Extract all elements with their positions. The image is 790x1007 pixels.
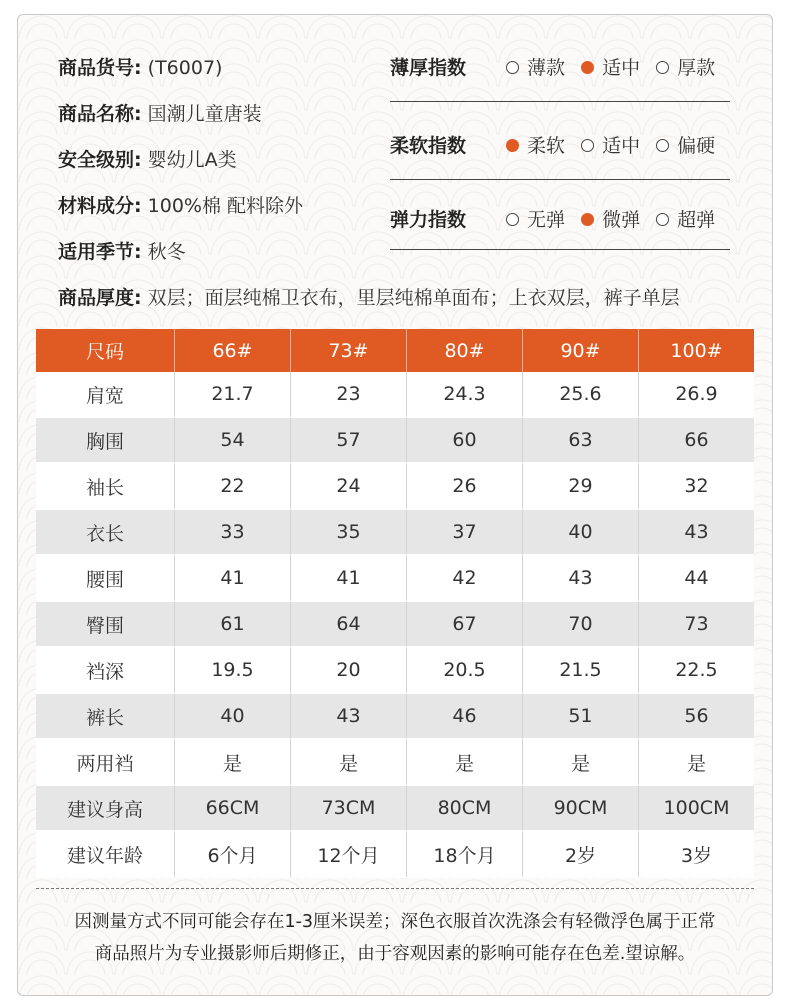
- name-label: 商品名称:: [58, 103, 142, 125]
- index-label: 弹力指数: [390, 209, 467, 231]
- table-cell: 73: [638, 602, 754, 648]
- divider: [390, 179, 730, 180]
- table-cell: 56: [638, 694, 754, 740]
- table-row: [36, 556, 754, 602]
- table-row: [36, 510, 754, 556]
- sku-row: [58, 53, 222, 80]
- table-cell: 29: [522, 464, 638, 510]
- row-label-cell: 臀围: [36, 602, 174, 648]
- table-cell: 73CM: [290, 786, 406, 832]
- index-option: 厚款: [656, 53, 715, 80]
- size-table-body: [36, 372, 754, 878]
- table-cell: 35: [290, 510, 406, 556]
- index-option: 适中: [581, 131, 640, 158]
- row-label-cell: 肩宽: [36, 372, 174, 418]
- divider: [390, 101, 730, 102]
- table-cell: 63: [522, 418, 638, 464]
- table-cell: 66: [638, 418, 754, 464]
- header-cell: 100#: [638, 329, 754, 372]
- row-label-cell: 两用裆: [36, 740, 174, 786]
- index-thickness: [390, 53, 750, 80]
- radio-icon: [506, 213, 519, 226]
- divider: [390, 249, 730, 250]
- table-row: [36, 832, 754, 878]
- radio-icon: [506, 61, 519, 74]
- table-row: [36, 648, 754, 694]
- sku-value: (T6007): [147, 57, 223, 79]
- table-row: [36, 740, 754, 786]
- table-cell: 40: [174, 694, 290, 740]
- table-cell: 41: [290, 556, 406, 602]
- table-cell: 40: [522, 510, 638, 556]
- table-cell: 22: [174, 464, 290, 510]
- table-cell: 是: [522, 740, 638, 786]
- table-cell: 23: [290, 372, 406, 418]
- season-label: 适用季节:: [58, 241, 142, 263]
- table-cell: 是: [638, 740, 754, 786]
- thickness-row: [58, 283, 680, 310]
- radio-icon: [656, 213, 669, 226]
- row-label-cell: 衣长: [36, 510, 174, 556]
- season-value: 秋冬: [147, 241, 186, 263]
- header-cell: 90#: [522, 329, 638, 372]
- table-row: [36, 372, 754, 418]
- thickness-value: 双层；面层纯棉卫衣布，里层纯棉单面布；上衣双层，裤子单层: [147, 287, 680, 309]
- dashed-divider: [36, 888, 754, 889]
- table-cell: 37: [406, 510, 522, 556]
- radio-icon: [656, 61, 669, 74]
- row-label-cell: 建议年龄: [36, 832, 174, 878]
- row-label-cell: 袖长: [36, 464, 174, 510]
- table-cell: 24: [290, 464, 406, 510]
- table-cell: 2岁: [522, 832, 638, 878]
- table-cell: 20: [290, 648, 406, 694]
- table-cell: 25.6: [522, 372, 638, 418]
- table-cell: 24.3: [406, 372, 522, 418]
- table-cell: 26.9: [638, 372, 754, 418]
- table-cell: 21.7: [174, 372, 290, 418]
- index-label: 柔软指数: [390, 135, 467, 157]
- name-value: 国潮儿童唐装: [147, 103, 262, 125]
- material-label: 材料成分:: [58, 195, 142, 217]
- table-cell: 51: [522, 694, 638, 740]
- table-cell: 32: [638, 464, 754, 510]
- table-cell: 57: [290, 418, 406, 464]
- table-cell: 41: [174, 556, 290, 602]
- index-option: 偏硬: [656, 131, 715, 158]
- season-row: [58, 237, 186, 264]
- material-value: 100%棉 配料除外: [147, 195, 304, 217]
- table-cell: 19.5: [174, 648, 290, 694]
- radio-selected-icon: [581, 213, 594, 226]
- table-cell: 54: [174, 418, 290, 464]
- row-label-cell: 裆深: [36, 648, 174, 694]
- table-cell: 26: [406, 464, 522, 510]
- row-label-cell: 腰围: [36, 556, 174, 602]
- table-row: [36, 602, 754, 648]
- table-cell: 12个月: [290, 832, 406, 878]
- table-cell: 43: [522, 556, 638, 602]
- index-option: 薄款: [506, 53, 565, 80]
- header-cell: 73#: [290, 329, 406, 372]
- table-cell: 64: [290, 602, 406, 648]
- table-cell: 42: [406, 556, 522, 602]
- table-cell: 67: [406, 602, 522, 648]
- table-row: [36, 464, 754, 510]
- table-cell: 是: [406, 740, 522, 786]
- note-line-1: 因测量方式不同可能会存在1-3厘米误差；深色衣服首次洗涤会有轻微浮色属于正常: [74, 912, 716, 932]
- name-row: [58, 99, 262, 126]
- index-option: 无弹: [506, 205, 565, 232]
- header-cell: 80#: [406, 329, 522, 372]
- table-cell: 60: [406, 418, 522, 464]
- radio-selected-icon: [506, 139, 519, 152]
- index-option: 柔软: [506, 131, 565, 158]
- table-cell: 46: [406, 694, 522, 740]
- header-cell: 尺码: [36, 329, 174, 372]
- table-cell: 18个月: [406, 832, 522, 878]
- table-cell: 44: [638, 556, 754, 602]
- table-cell: 20.5: [406, 648, 522, 694]
- table-cell: 70: [522, 602, 638, 648]
- index-option: 微弹: [581, 205, 640, 232]
- row-label-cell: 裤长: [36, 694, 174, 740]
- index-option: 适中: [581, 53, 640, 80]
- index-option: 超弹: [656, 205, 715, 232]
- safety-label: 安全级别:: [58, 149, 142, 171]
- size-info-card: [17, 14, 773, 996]
- table-cell: 80CM: [406, 786, 522, 832]
- table-cell: 100CM: [638, 786, 754, 832]
- table-row: [36, 786, 754, 832]
- radio-selected-icon: [581, 61, 594, 74]
- index-label: 薄厚指数: [390, 57, 467, 79]
- table-cell: 43: [290, 694, 406, 740]
- table-cell: 33: [174, 510, 290, 556]
- note-line-2: 商品照片为专业摄影师后期修正，由于容观因素的影响可能存在色差.望谅解。: [94, 944, 696, 964]
- safety-value: 婴幼儿A类: [147, 149, 237, 171]
- table-row: [36, 418, 754, 464]
- table-cell: 22.5: [638, 648, 754, 694]
- table-cell: 90CM: [522, 786, 638, 832]
- table-cell: 3岁: [638, 832, 754, 878]
- radio-icon: [656, 139, 669, 152]
- table-cell: 66CM: [174, 786, 290, 832]
- index-elasticity: [390, 205, 750, 232]
- size-table: [36, 329, 754, 878]
- table-cell: 21.5: [522, 648, 638, 694]
- table-cell: 6个月: [174, 832, 290, 878]
- row-label-cell: 胸围: [36, 418, 174, 464]
- size-table-header: [36, 329, 754, 372]
- header-cell: 66#: [174, 329, 290, 372]
- table-cell: 是: [290, 740, 406, 786]
- radio-icon: [581, 139, 594, 152]
- table-cell: 是: [174, 740, 290, 786]
- thickness-label: 商品厚度:: [58, 287, 142, 309]
- safety-row: [58, 145, 237, 172]
- material-row: [58, 191, 303, 218]
- sku-label: 商品货号:: [58, 57, 142, 79]
- table-cell: 61: [174, 602, 290, 648]
- row-label-cell: 建议身高: [36, 786, 174, 832]
- table-row: [36, 694, 754, 740]
- index-softness: [390, 131, 750, 158]
- table-cell: 43: [638, 510, 754, 556]
